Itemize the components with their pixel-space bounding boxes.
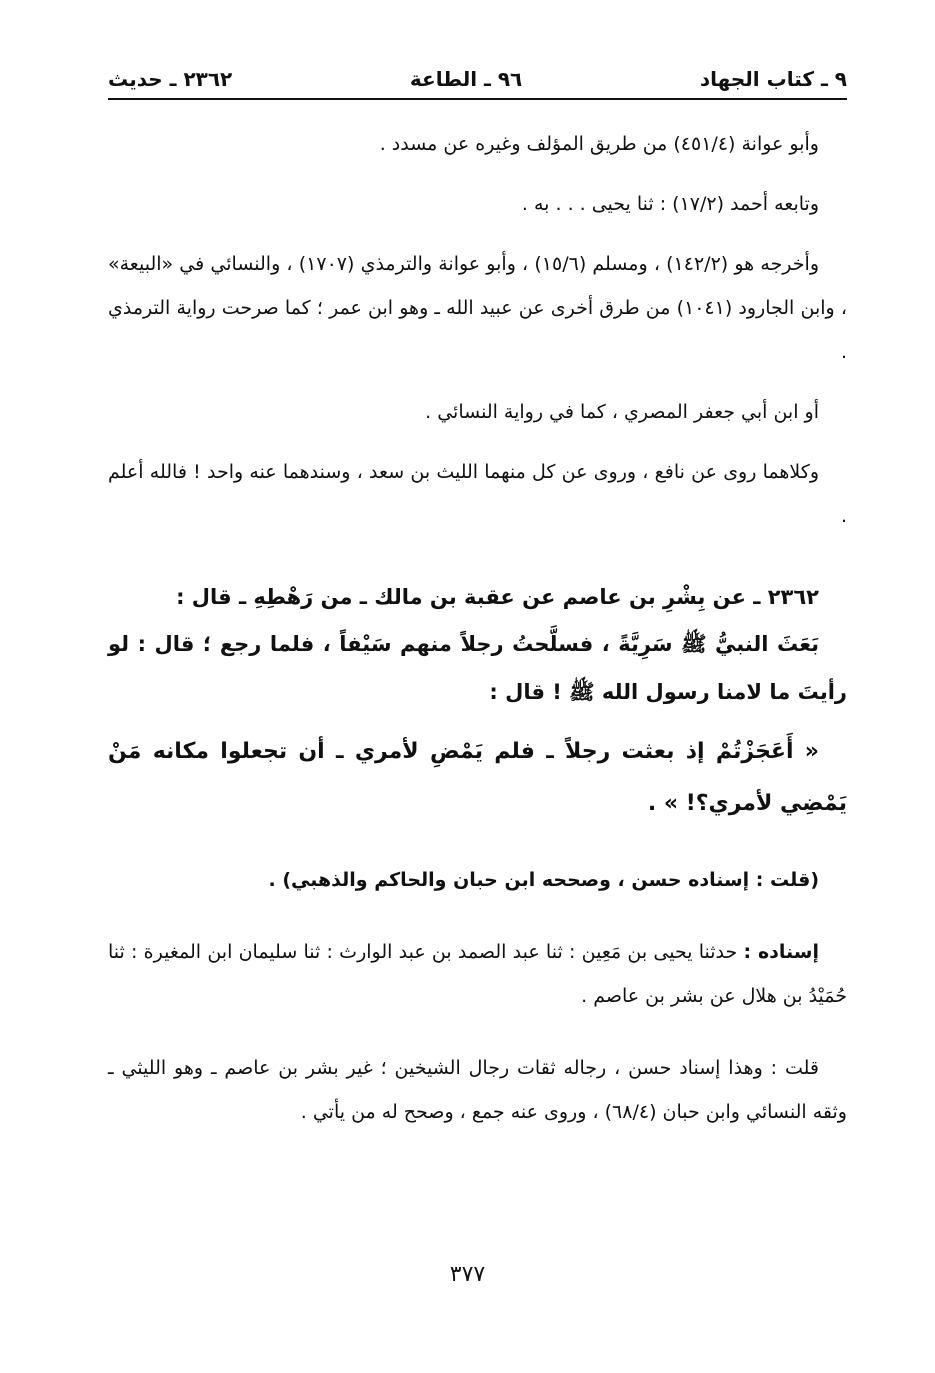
isnad-paragraph: [108, 930, 847, 1018]
header-hadith-number: ٢٣٦٢ ـ حديث: [108, 67, 233, 91]
header-chapter: ٩ ـ كتاب الجهاد: [699, 67, 847, 91]
isnad-text: حدثنا يحيى بن مَعِين : ثنا عبد الصمد بن عبد الوارث : ثنا سليمان ابن المغيرة : ثنا حُمَيْدُ بن هلال عن بشر بن عاصم .: [108, 941, 847, 1007]
commentary-paragraph: قلت : وهذا إسناد حسن ، رجاله ثقات رجال الشيخين ؛ غير بشر بن عاصم ـ وهو الليثي ـ وثقه النسائي وابن حبان (٦٨/٤) ، وروى عنه جمع ، وصحح له من يأتي .: [108, 1057, 847, 1123]
hadith-heading: ٢٣٦٢ ـ عن بِشْرِ بن عاصم عن عقبة بن مالك ـ من رَهْطِهِ ـ قال :: [176, 585, 819, 609]
paragraph-abu-awana: وأبو عوانة (٤٥١/٤) من طريق المؤلف وغيره عن مسدد .: [379, 133, 819, 155]
running-header: [108, 62, 847, 96]
paragraph-takhrij: وأخرجه هو (١٤٢/٢) ، ومسلم (١٥/٦) ، وأبو عوانة والترمذي (١٧٠٧) ، والنسائي في «البيعة» ، وابن الجارود (١٠٤١) من طرق أخرى عن عبيد الله ـ وهو ابن عمر ؛ كما صرحت رواية الترمذي .: [108, 253, 847, 363]
paragraph-both-narrated: وكلاهما روى عن نافع ، وروى عن كل منهما الليث بن سعد ، وسندهما عنه واحد ! فالله أعلم .: [108, 461, 847, 527]
hadith-text: بَعَثَ النبيُّ ﷺ سَرِيَّةً ، فسلَّحتُ رجلاً منهم سَيْفاً ، فلما رجع ؛ قال : لو رأيتَ ما لامنا رسول الله ﷺ ! قال :: [108, 632, 847, 704]
paragraph-ahmad: وتابعه أحمد (١٧/٢) : ثنا يحيى . . . به .: [521, 193, 819, 215]
header-divider: [108, 98, 847, 100]
page-body: [108, 122, 847, 1134]
isnad-label: إسناده :: [743, 941, 819, 963]
page-number: ٣٧٧: [449, 1262, 486, 1287]
hadith-verdict: (قلت : إسناده حسن ، وصححه ابن حبان والحاكم والذهبي) .: [268, 869, 819, 891]
hadith-quote: « أَعَجَزْتُمْ إذ بعثت رجلاً ـ فلم يَمْضِ لأمري ـ أن تجعلوا مكانه مَنْ يَمْضِي لأمري؟! » .: [108, 739, 847, 816]
header-section: ٩٦ ـ الطاعة: [409, 67, 523, 91]
paragraph-ibn-abi-jafar: أو ابن أبي جعفر المصري ، كما في رواية النسائي .: [425, 401, 819, 423]
